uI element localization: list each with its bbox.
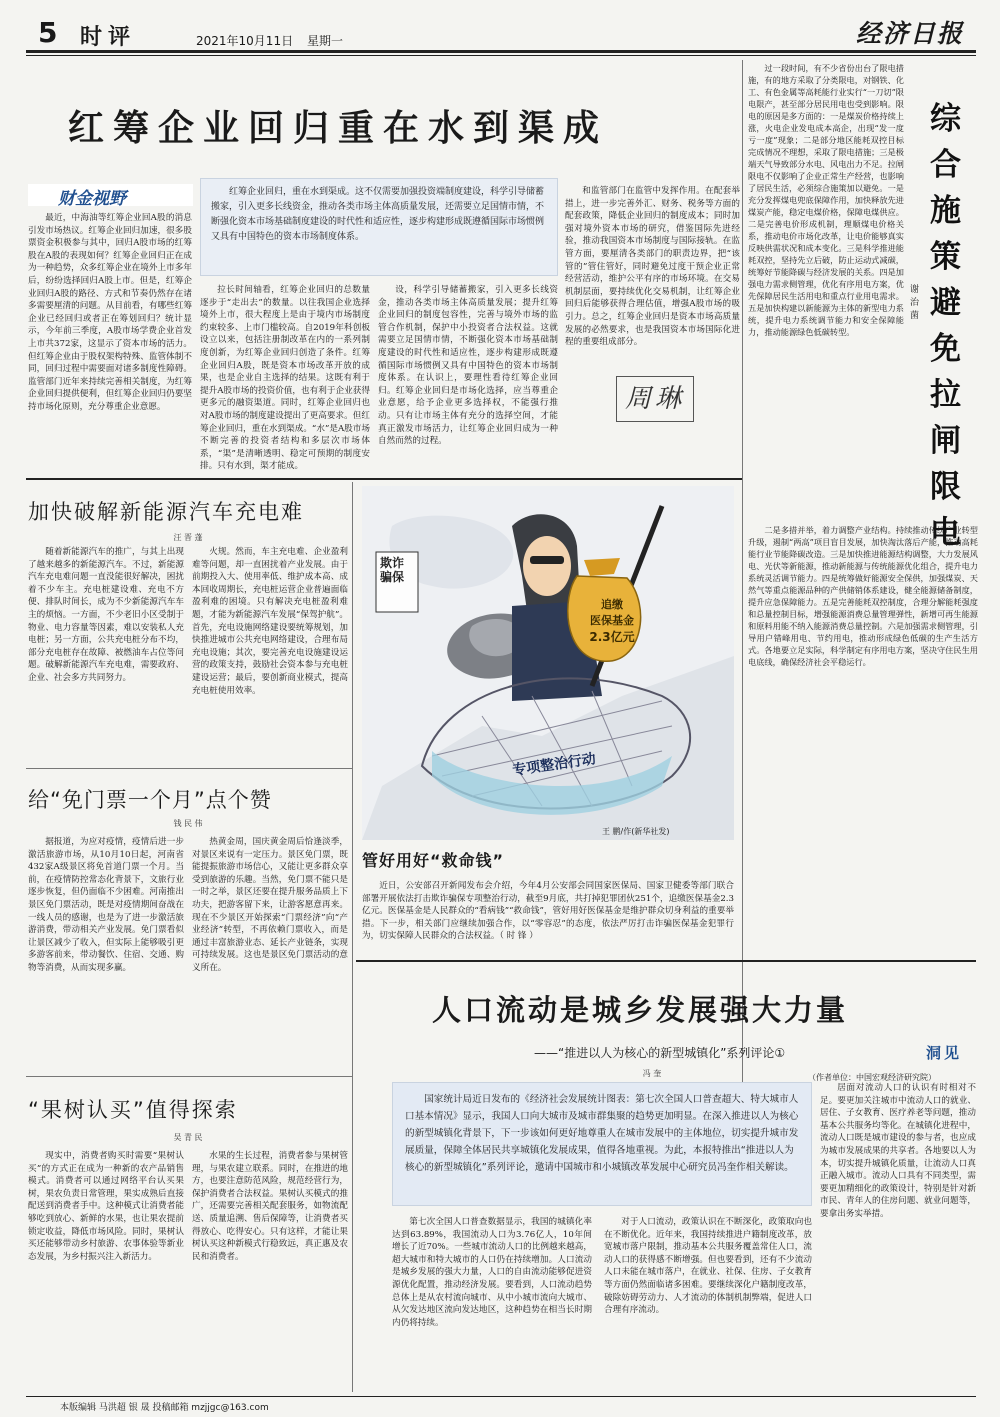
footer-rule	[26, 1396, 976, 1397]
right-column-text-p: 过一段时间，有不少省份出台了限电措施，有的地方采取了分类限电，对钢铁、化工、有色金属等高耗能行业实行“一刀切”限电限产，甚至部分居民用电也受到影响。限电的原因是多方面的：一是煤炭价格持续上涨，火电企业发电成本高企，出现“发一度亏一度”现象；二是部分地区能耗双控目标完成情况不理想，采取了限电措施；三是极端天气导致部分水电、风电出力不足。拉闸限电不仅影响了企业正常生产经营，也影响了居民生活，必须综合施策加以避免。一是充分发挥煤电兜底保障作用，加快释放先进煤炭产能，稳定电煤价格，保障电煤供应。二是完善电价形成机制，理顺煤电价格关系，推动电价市场化改革，让电价能够真实反映供需状况和成本变化。三是科学推进能耗双控，坚持先立后破，防止运动式减碳，统筹好节能降碳与经济发展的关系。四是加强电力需求侧管理，优化有序用电方案，优先保障居民生活用电和重点行业用电需求。五是加快构建以新能源为主体的新型电力系统，提升电力系统调节能力和安全保障能力，推动能源绿色低碳转型。	[748, 63, 904, 337]
masthead-rule-thin	[26, 55, 976, 56]
urban-right-col-text: 居面对流动人口的认识有时相对不足。要更加关注城市中流动人口的就业、居住、子女教育、医疗养老等问题，推动基本公共服务均等化。在城镇化进程中，流动人口既是城市建设的参与者，也应成为城市发展成果的共享者。各地要以人为本，切实提升城镇化质量，让流动人口真正融入城市。流动人口具有不同类型，需要更加精细化的政策设计，特别是针对新市民、青年人的住房问题、就业问题等，要拿出务实举措。	[820, 1083, 976, 1219]
lead-col-2-text: 拉长时间轴看，红筹企业回归的总数量逐步于“走出去”的数量。以往我国企业选择境外上市，很大程度上是由于境内市场制度约束较多、上市门槛较高。自2019年科创板设立以来，包括注册制改革在内的一系列制度创新，为红筹企业回归创造了条件。红筹企业回归A股，既是资本市场改革开放的成果，也是企业自主选择的结果。这既有利于提升A股市场的投资价值，也有利于企业获得更多元的融资渠道。同时，红筹企业回归也对A股市场的制度建设提出了更高要求。但红筹企业回归，重在水到渠成。“水”是A股市场不断完善的投资者结构和多层次市场体系，“渠”是清晰透明、稳定可预期的制度安排。只有水到，渠才能成。	[200, 285, 370, 472]
author-signature: 周琳	[616, 376, 694, 422]
bag-label-line-3: 2.3亿元	[589, 630, 635, 644]
lead-col-3	[378, 284, 558, 478]
cartoon	[362, 486, 734, 840]
urban-lead-box	[392, 1082, 812, 1206]
insurance-text-p	[362, 880, 734, 942]
cartoon-illustration	[362, 486, 734, 840]
bag-label-line-1: 追缴	[601, 598, 623, 611]
urban-subtitle: ——“推进以人为核心的新型城镇化”系列评论①	[534, 1046, 786, 1060]
lead-summary-box	[200, 178, 558, 276]
ticket-col-1	[28, 836, 184, 1066]
right-tag: 洞见	[926, 1044, 963, 1062]
ticket-col-2	[192, 836, 348, 1066]
right-column-text	[748, 62, 904, 512]
ev-article	[28, 484, 348, 766]
fruit-author: 吴 青 民	[173, 1133, 203, 1142]
issue-weekday: 星期一	[307, 34, 344, 48]
urban-top-rule	[356, 960, 976, 962]
ev-headline: 加快破解新能源汽车充电难	[28, 500, 304, 524]
insurance-headline: 管好用好“救命钱”	[362, 851, 505, 870]
insurance-body: 近日，公安部召开新闻发布会介绍，今年4月公安部会同国家医保局、国家卫健委等部门联合部署开展依法打击欺诈骗保专项整治行动，截至9月底，共打掉犯罪团伙251个，追缴医保基金2.3亿元。医保基金是人民群众的“看病钱”“救命钱”，管好用好医保基金是维护群众切身利益的重要举措。下一步，相关部门应继续加强合作，以“零容忍”的态度，依法严厉打击诈骗医保基金犯罪行为，切实保障人民群众的合法权益。	[362, 881, 734, 942]
column-label	[28, 184, 193, 209]
fruit-col-2-text: 水果的生长过程，消费者参与果树管理，与果农建立联系。同时，在推进的地方，也要注意防范风险，规范经营行为，保护消费者合法权益。果树认买模式的推广，还需要完善相关配套服务，如物流配送、质量追溯、售后保障等，让消费者买得放心、吃得安心。只有这样，才能让果树认买这种新模式行稳致远，真正惠及农民和消费者。	[192, 1151, 348, 1262]
lead-summary: 红筹企业回归，重在水到渠成。这不仅需要加强投资端制度建设，科学引导储蓄搬家，引入更多长线资金，推动各类市场主体高质量发展，还需要立足国情市情，不断强化资本市场基础制度建设的时代性和适应性，逐步构建形成既遵循国际市场惯例又具有中国特色的资本市场制度体系。	[211, 187, 545, 242]
urban-headline: 人口流动是城乡发展强大力量	[432, 993, 849, 1027]
ticket-author: 钱 民 伟	[173, 819, 203, 828]
lead-col-4-text: 和监管部门在监管中发挥作用。在配套举措上，进一步完善外汇、财务、税务等方面的配套政策，降低企业回归的制度成本；同时加强对境外资本市场的研究，借鉴国际先进经验，推动我国资本市场制度与国际接轨。在监管方面，要厘清各类部门的职责边界，把“该管的”管住管好，同时避免过度干预企业正常经营活动，维护公平有序的市场环境。在交易机制层面，要持续优化交易机制，让红筹企业回归后能够获得合理估值，增强A股市场的吸引力。总之，红筹企业回归是资本市场高质量发展的必然要求，也是我国资本市场国际化进程的重要组成部分。	[565, 186, 740, 348]
masthead-rule	[26, 50, 976, 53]
ticket-col-2-text: 热黄金周，国庆黄金周后恰逢淡季，对景区来说有一定压力。景区免门票，既能提振旅游市场信心，又能让更多群众享受到旅游的乐趣。当然，免门票不能只是一时之举，景区还要在提升服务品质上下功夫，把游客留下来，让游客愿意再来。现在不少景区开始探索“门票经济”向“产业经济”转型，不再依赖门票收入，而是通过丰富旅游业态、延长产业链条，实现可持续发展。这也是景区免门票活动的意义所在。	[192, 837, 348, 973]
ev-col-2	[192, 546, 348, 758]
page-number: 5	[38, 16, 60, 49]
paper-name-logo: 经济日报	[856, 19, 965, 48]
cartoon-net-label: 专项整治行动	[511, 751, 597, 779]
column-label-text: 财金视野	[58, 189, 126, 209]
urban-right-col	[820, 1082, 976, 1382]
bag-label-line-2: 医保基金	[590, 614, 634, 627]
right-author: 谢 治 菌	[910, 285, 920, 321]
masthead	[0, 0, 1000, 60]
footer-editors: 本版编辑 马洪超 银 晟 投稿邮箱 mzjjgc@163.com	[60, 1403, 269, 1413]
fruit-col-1-text: 现实中，消费者购买时需要“果树认买”的方式正在成为一种新的农产品销售模式。消费者可以通过网络平台认买果树，果农负责日常管理，果实成熟后直接配送到消费者手中。这种模式让消费者能够吃到放心、新鲜的水果，也让果农提前锁定收益，降低市场风险。同时，果树认买还能够带动乡村旅游、农事体验等新业态发展，为乡村振兴注入新活力。	[28, 1151, 184, 1262]
fruit-col-1	[28, 1150, 184, 1390]
urban-col-2-text: 对于人口流动，政策认识在不断深化，政策取向也在不断优化。近年来，我国持续推进户籍制度改革，放宽城市落户限制，推动基本公共服务覆盖常住人口，流动人口的获得感不断增强。但也要看到，还有不少流动人口未能在城市落户，在就业、社保、住房、子女教育等方面仍然面临诸多困难。要继续深化户籍制度改革，破除妨碍劳动力、人才流动的体制机制弊端，促进人口合理有序流动。	[604, 1217, 812, 1316]
lead-col-3-text: 设，科学引导储蓄搬家，引入更多长线资金，推动各类市场主体高质量发展；提升红筹企业回归的制度包容性，完善与境外市场的监管合作机制，保护中小投资者合法权益。这就需要立足国情市情，不断强化资本市场基础制度建设的时代性和适应性，逐步构建形成既遵循国际市场惯例又具有中国特色的资本市场制度体系。在认识上，要理性看待红筹企业回归。红筹企业回归是市场化选择，应当尊重企业意愿，给予企业更多选择权，不能强行推动。只有让市场主体有充分的选择空间，才能真正激发市场活力，让红筹企业回归成为一种自然而然的过程。	[378, 285, 558, 447]
fruit-article	[28, 1080, 348, 1392]
urban-lead: 国家统计局近日发布的《经济社会发展统计图表：第七次全国人口普查超大、特大城市人口基本情况》显示，我国人口向大城市及城市群集聚的趋势更加明显。在深入推进以人为核心的新型城镇化背景下，下一步该如何更好地尊重人在城市发展中的主体地位，切实提升城市发展质量，保障全体居民共享城镇化发展成果，值得各地重视。为此，本报特推出“推进以人为核心的新型城镇化”系列评论，邀请中国城市和小城镇改革发展中心研究员冯奎作相关解读。	[405, 1094, 799, 1173]
urban-col-2	[604, 1216, 812, 1382]
lead-article	[28, 60, 740, 480]
urban-author: 冯 奎	[642, 1069, 662, 1078]
lead-col-1-text: 最近，中海油等红筹企业回A股的消息引发市场热议。红筹企业回归加速，很多股票资金积极参与其中，回归A股市场的红筹股在A股的表现如何？红筹企业回归正在成为一种趋势，众多红筹企业在境外上市多年后，纷纷选择回归A股上市。但是，红筹企业回归A股的路径、方式和节奏仍然存在诸多需要厘清的问题。从目前看，有哪些红筹企业已经回归或者正在筹划回归？统计显示，今年前三季度，A股市场学费企业首发上市共372家，这显示了资本市场的活力。但红筹企业由于股权架构特殊、监管体制不同，回归过程中需要面对诸多制度性障碍。监管部门近年来持续完善相关制度，为红筹企业回归提供便利，但红筹企业回归仍要坚持市场化原则，充分尊重企业意愿。	[28, 213, 192, 412]
insurance-text	[362, 880, 734, 942]
lead-col-4	[565, 185, 740, 365]
cartoon-credit: 王 鹏/作(新华社发)	[602, 827, 670, 836]
urban-col-1-text: 第七次全国人口普查数据显示，我国的城镇化率达到63.89%，我国流动人口为3.76亿人，10年间增长了近70%。一些城市流动人口的比例越来越高，超大城市和特大城市的人口仍在持续增加。人口流动是城乡发展的强大力量，人口的自由流动能够促进资源优化配置，推动经济发展。要看到，人口流动趋势总体上是从农村流向城市、从中小城市流向大城市、从欠发达地区流向发达地区，这种趋势在相当长时期内仍将持续。	[392, 1217, 592, 1328]
ticket-divider	[26, 1076, 352, 1077]
lead-bottom-rule	[26, 478, 742, 480]
section-name: 时评	[80, 25, 137, 50]
right-attribution: （作者单位：中国宏观经济研究院）	[808, 1073, 936, 1082]
insurance-author-tag: （ 时 锋 ）	[499, 931, 538, 942]
ev-divider	[26, 768, 352, 769]
ticket-headline: 给“免门票一个月”点个赞	[28, 788, 272, 812]
left-column-divider	[352, 482, 353, 1392]
fruit-headline: “果树认买”值得探索	[28, 1098, 238, 1122]
right-headline: 综合施策避免拉闸限电	[930, 101, 961, 551]
ticket-col-1-text: 据报道，为应对疫情，疫情后进一步激活旅游市场，从10月10日起，河南省432家A级景区将免首道门票一个月。当前，在疫情防控常态化背景下，文旅行业逐步恢复，但仍面临不少困难。河南推出景区免门票活动，既是对疫情期间奋战在一线人员的感谢，也是为了进一步激活旅游消费，带动相关产业发展。免门票看似让景区减少了收入，但实际上能够吸引更多游客前来，带动餐饮、住宿、交通、购物等消费，从而实现多赢。	[28, 837, 184, 973]
lead-headline: 红筹企业回归重在水到渠成	[68, 108, 609, 149]
insurance-article	[362, 844, 734, 944]
urban-article	[362, 968, 976, 1392]
ticket-article	[28, 772, 348, 1072]
ev-author: 汪 晋 蓬	[173, 533, 203, 542]
lead-col-2	[200, 284, 370, 478]
right-column-lower-p: 二是多措并举，着力调整产业结构。持续推动传统产业转型升级，遏制“两高”项目盲目发展，加快淘汰落后产能，推动高耗能行业节能降碳改造。三是加快推进能源结构调整，大力发展风电、光伏等新能源，推动新能源与传统能源优化组合，提升电力系统灵活调节能力。四是统筹做好能源安全保供，加强煤炭、天然气等重点能源品种的产供储销体系建设，健全能源储备制度，提升应急保障能力。五是完善能耗双控制度，合理分解能耗强度和总量控制目标，增强能源消费总量管理弹性，新增可再生能源和原料用能不纳入能源消费总量控制。六是加强需求侧管理，引导用户错峰用电、节约用电，推动形成绿色低碳的生产生活方式。各地要立足实际，科学制定有序用电方案，坚决守住民生用电底线，确保经济社会平稳运行。	[748, 525, 978, 667]
cartoon-sign-left: 欺诈骗保	[380, 556, 405, 584]
right-column-divider	[742, 60, 743, 1100]
ev-col-1	[28, 546, 184, 758]
issue-date: 2021年10月11日	[196, 34, 294, 48]
fruit-col-2	[192, 1150, 348, 1390]
ev-col-2-text: 火规。然而，车主充电难、企业盈利难等问题，却一直困扰着产业发展。由于前期投入大、使用率低、维护成本高、成本回收周期长，充电桩运营企业普遍面临盈利难的困境。只有解决充电桩盈利难题，才能为新能源汽车发展“保驾护航”。首先，充电设施网络建设要统筹规划，加快推进城市公共充电网络建设，合理布局充电设施；其次，要完善充电设施建设运营的政策支持，鼓励社会资本参与充电桩建设运营；最后，要创新商业模式，提高充电桩使用效率。	[192, 547, 348, 696]
ev-col-1-text: 随着新能源汽车的推广，与其上出现了越来越多的新能源汽车。不过，新能源汽车充电难问题一直没能很好解决，困扰着不少车主。充电桩建设难、充电不方便、排队时间长，成为不少新能源汽车车主的烦恼。一方面，不少老旧小区受制于物业、电力容量等因素，难以安装私人充电桩；另一方面，公共充电桩分布不均，部分充电桩存在故障、被燃油车占位等问题。破解新能源汽车充电难，需要政府、企业、社会多方共同努力。	[28, 547, 184, 683]
cartoon-bag-label	[582, 596, 642, 645]
lead-col-1	[28, 212, 192, 478]
right-column	[748, 62, 978, 1102]
urban-col-1	[392, 1216, 592, 1382]
